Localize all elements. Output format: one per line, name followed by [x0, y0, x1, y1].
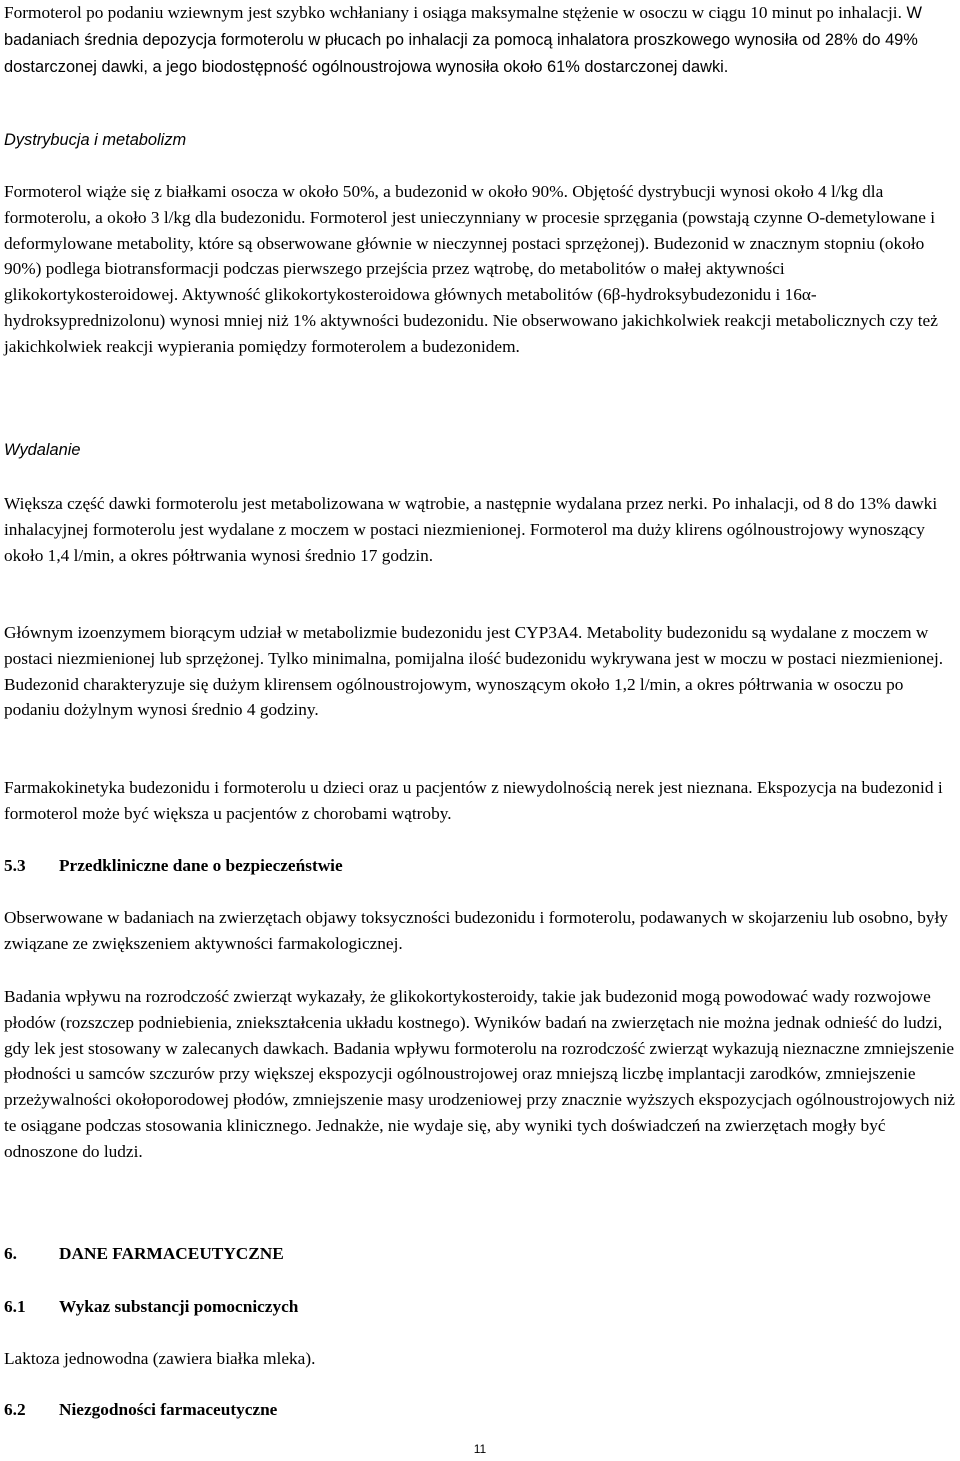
section-title: DANE FARMACEUTYCZNE — [59, 1244, 284, 1263]
heading-section-5-3 — [4, 853, 343, 879]
section-title: Wykaz substancji pomocniczych — [59, 1297, 299, 1316]
paragraph-reproduction: Badania wpływu na rozrodczość zwierząt wykazały, że glikokortykosteroidy, takie jak budezonid mogą powodować wady rozwojowe płodów (rozszczep podniebienia, zniekształcenia układu kostnego). Wyników badań na zwierzętach nie można jednak odnieść do ludzi, gdy lek jest stosowany w zalecanych dawkach. Badania wpływu formoterolu na rozrodczość zwierząt wykazują nieznaczne zmniejszenie płodności u samców szczurów przy większej ekspozycji ogólnoustrojowej oraz mniejszą liczbę implantacji zarodków, zmniejszenie przeżywalności okołoporodowej płodów, zmniejszenie masy urodzeniowej przy znacznie wyższych ekspozycjach ogólnoustrojowych niż te osiągane podczas stosowania klinicznego. Jednakże, nie wydaje się, aby wyniki tych doświadczeń na zwierzętach mogły być odnoszone do ludzi. — [4, 987, 955, 1161]
section-number: 6.1 — [4, 1297, 26, 1316]
section-number: 6.2 — [4, 1400, 26, 1419]
paragraph-excipients: Laktoza jednowodna (zawiera białka mleka). — [4, 1349, 316, 1368]
section-number: 6. — [4, 1244, 17, 1263]
section-title: Przedkliniczne dane o bezpieczeństwie — [59, 856, 343, 875]
heading-section-6-2 — [4, 1397, 277, 1423]
paragraph-distribution-part2: Objętość dystrybucji wynosi około 4 l/kg dla formoterolu, a około 3 l/kg dla budezonidu. — [4, 182, 884, 227]
heading-dystrybucja: Dystrybucja i metabolizm — [4, 131, 187, 149]
paragraph-special-populations: Farmakokinetyka budezonidu i formoterolu u dzieci oraz u pacjentów z niewydolnością nerek jest nieznana. Ekspozycja na budezonid i formoterol może być większa u pacjentów z chorobami wątroby. — [4, 778, 943, 823]
heading-section-6-1 — [4, 1294, 298, 1320]
heading-section-6 — [4, 1241, 284, 1267]
section-number: 5.3 — [4, 856, 26, 875]
paragraph-formoterol-absorption — [4, 0, 956, 80]
paragraph-formoterol-absorption-part1: Formoterol po podaniu wziewnym jest szybko wchłaniany i osiąga maksymalne stężenie w osoczu w ciągu 10 minut po inhalacji. — [4, 3, 902, 22]
paragraph-toxicity: Obserwowane w badaniach na zwierzętach objawy toksyczności budezonidu i formoterolu, podawanych w skojarzeniu lub osobno, były związane ze zwiększeniem aktywności farmakologicznej. — [4, 908, 948, 953]
paragraph-distribution-part1: Formoterol wiąże się z białkami osocza w około 50%, a budezonid w około 90%. — [4, 182, 568, 201]
heading-wydalanie: Wydalanie — [4, 441, 81, 459]
paragraph-budesonide-excretion: Głównym izoenzymem biorącym udział w metabolizmie budezonidu jest CYP3A4. Metabolity budezonidu są wydalane z moczem w postaci niezmienionej lub sprzężonej. Tylko minimalna, pomijalna ilość budezonidu wykrywana jest w moczu w postaci niezmienionej. Budezonid charakteryzuje się dużym klirensem ogólnoustrojowym, wynoszącym około 1,2 l/min, a okres półtrwania w osoczu po podaniu dożylnym wynosi średnio 4 godziny. — [4, 623, 944, 720]
page-number: 11 — [473, 1442, 487, 1456]
paragraph-distribution-part5: Aktywność glikokortykosteroidowa głównych metabolitów (6β-hydroksybudezonidu i 16α-hydroksyprednizolonu) wynosi mniej niż 1% aktywności budezonidu. Nie obserwowano jakichkolwiek reakcji metabolicznych czy też jakichkolwiek reakcji wypierania pomiędzy formoterolem a budezonidem. — [4, 285, 938, 356]
paragraph-distribution-part3: Formoterol jest unieczynniany w procesie sprzęgania (powstają czynne O-demetylowane i deformylowane metabolity, które są obserwowane głównie w nieczynnej postaci sprzężonej). — [4, 207, 935, 253]
paragraph-formoterol-absorption-part2: W badaniach średnia depozycja formoterolu w płucach po inhalacji za pomocą inhalatora proszkowego wynosiła od 28% do 49% dostarczonej dawki, a jego biodostępność ogólnoustrojowa wynosiła około 61% dostarczonej dawki. — [4, 4, 922, 76]
paragraph-formoterol-excretion: Większa część dawki formoterolu jest metabolizowana w wątrobie, a następnie wydalana przez nerki. Po inhalacji, od 8 do 13% dawki inhalacyjnej formoterolu jest wydalane z moczem w postaci niezmienionej. Formoterol ma duży klirens ogólnoustrojowy wynoszący około 1,4 l/min, a okres półtrwania wynosi średnio 17 godzin. — [4, 494, 938, 565]
paragraph-distribution-part4: Budezonid w znacznym stopniu (około 90%) podlega biotransformacji podczas pierwszego przejścia przez wątrobę, do metabolitów o małej aktywności glikokortykosteroidowej. — [4, 233, 925, 305]
section-title: Niezgodności farmaceutyczne — [59, 1400, 278, 1419]
paragraph-distribution-metabolism — [4, 179, 956, 360]
